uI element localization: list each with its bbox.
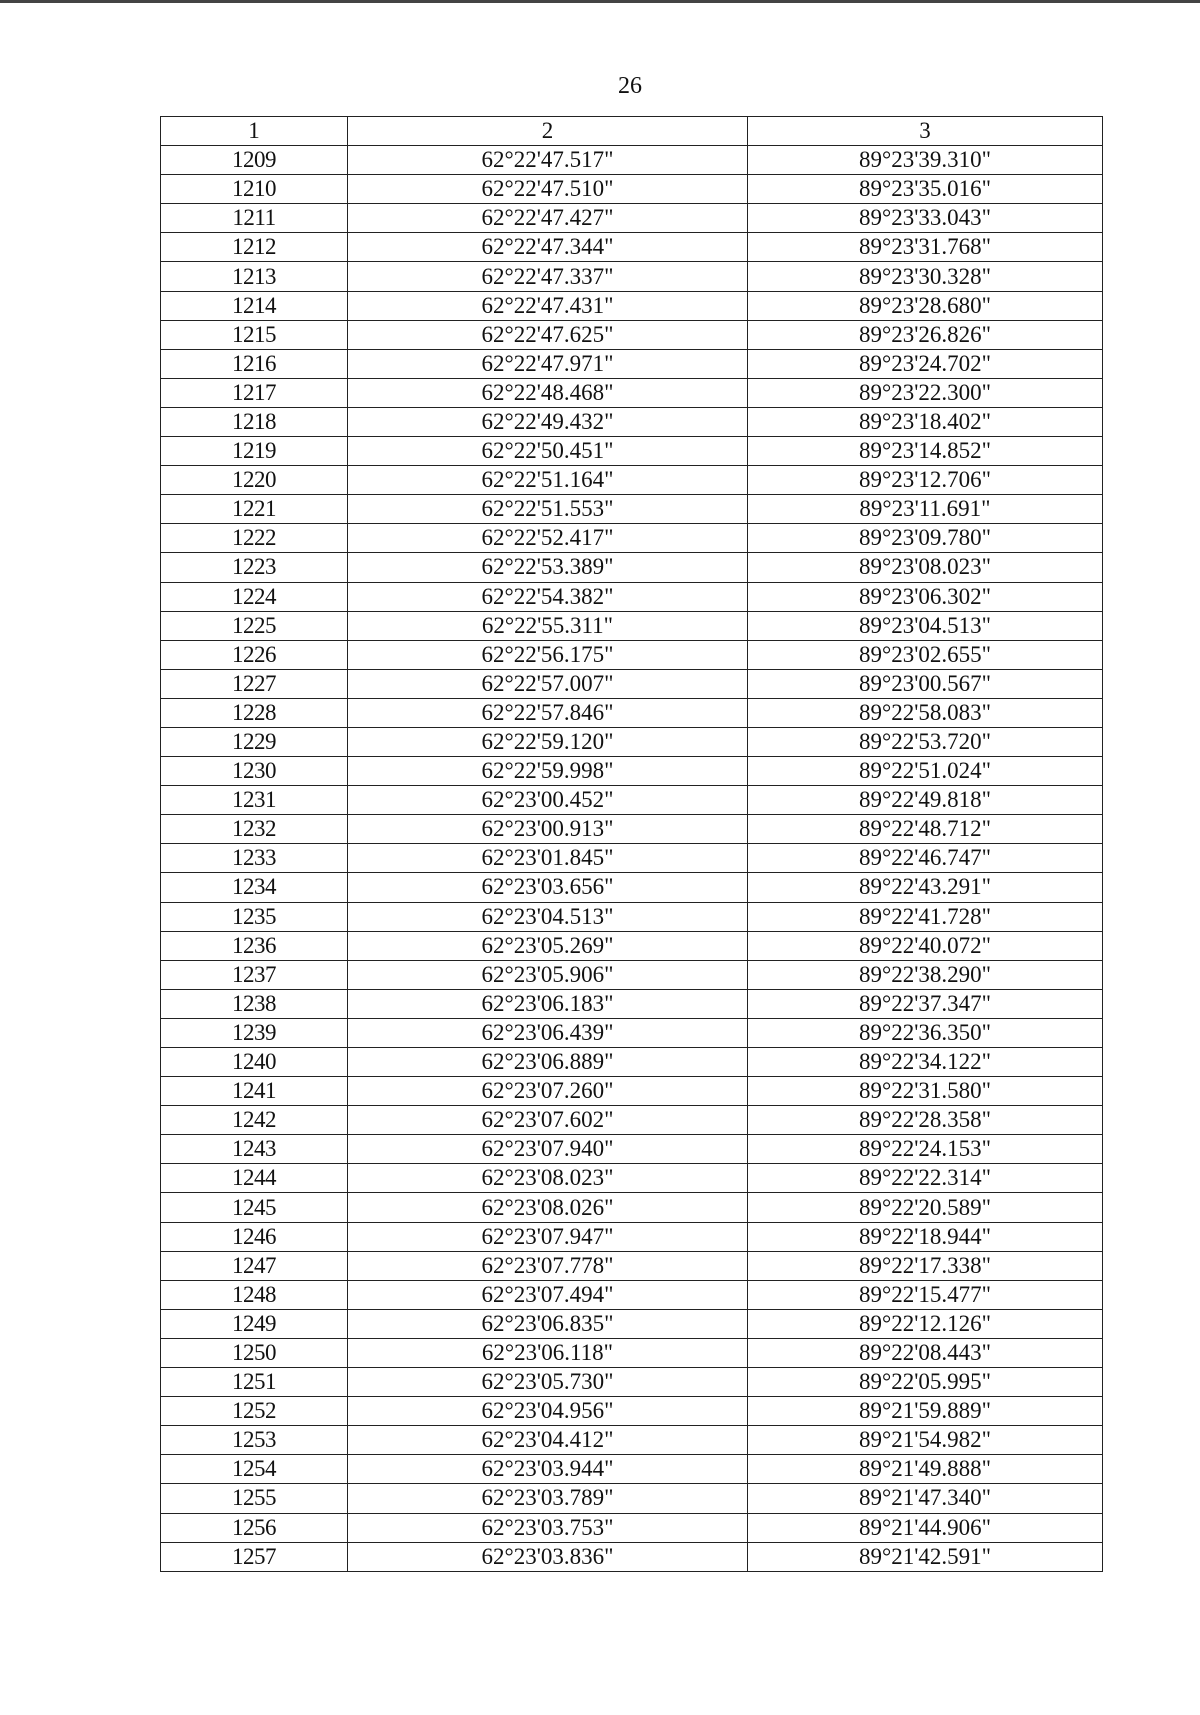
latitude-cell: 62°23'08.026" — [348, 1193, 748, 1222]
point-number-cell: 1210 — [161, 175, 348, 204]
point-number-cell: 1239 — [161, 1018, 348, 1047]
table-row — [161, 873, 1103, 902]
table-row — [161, 320, 1103, 349]
longitude-cell: 89°22'36.350" — [748, 1018, 1103, 1047]
longitude-cell: 89°22'46.747" — [748, 844, 1103, 873]
longitude-cell: 89°23'31.768" — [748, 233, 1103, 262]
table-row — [161, 757, 1103, 786]
point-number-cell: 1237 — [161, 960, 348, 989]
longitude-cell: 89°23'04.513" — [748, 611, 1103, 640]
page-top-edge — [0, 0, 1200, 3]
column-header-3: 3 — [748, 117, 1103, 146]
longitude-cell: 89°22'17.338" — [748, 1251, 1103, 1280]
point-number-cell: 1209 — [161, 146, 348, 175]
longitude-cell: 89°22'43.291" — [748, 873, 1103, 902]
point-number-cell: 1224 — [161, 582, 348, 611]
table-row — [161, 1309, 1103, 1338]
longitude-cell: 89°22'48.712" — [748, 815, 1103, 844]
table-row — [161, 407, 1103, 436]
point-number-cell: 1252 — [161, 1397, 348, 1426]
longitude-cell: 89°22'22.314" — [748, 1164, 1103, 1193]
latitude-cell: 62°23'04.513" — [348, 902, 748, 931]
longitude-cell: 89°23'14.852" — [748, 437, 1103, 466]
longitude-cell: 89°22'38.290" — [748, 960, 1103, 989]
point-number-cell: 1217 — [161, 378, 348, 407]
longitude-cell: 89°23'24.702" — [748, 349, 1103, 378]
latitude-cell: 62°23'05.730" — [348, 1368, 748, 1397]
latitude-cell: 62°22'48.468" — [348, 378, 748, 407]
table-row — [161, 931, 1103, 960]
latitude-cell: 62°23'03.753" — [348, 1513, 748, 1542]
latitude-cell: 62°23'03.789" — [348, 1484, 748, 1513]
point-number-cell: 1245 — [161, 1193, 348, 1222]
longitude-cell: 89°23'12.706" — [748, 466, 1103, 495]
longitude-cell: 89°23'08.023" — [748, 553, 1103, 582]
point-number-cell: 1257 — [161, 1542, 348, 1571]
latitude-cell: 62°22'49.432" — [348, 407, 748, 436]
table-row — [161, 1222, 1103, 1251]
latitude-cell: 62°23'03.836" — [348, 1542, 748, 1571]
table-row — [161, 349, 1103, 378]
latitude-cell: 62°22'52.417" — [348, 524, 748, 553]
latitude-cell: 62°22'54.382" — [348, 582, 748, 611]
point-number-cell: 1248 — [161, 1280, 348, 1309]
point-number-cell: 1226 — [161, 640, 348, 669]
longitude-cell: 89°21'44.906" — [748, 1513, 1103, 1542]
table-row — [161, 437, 1103, 466]
table-row — [161, 669, 1103, 698]
point-number-cell: 1236 — [161, 931, 348, 960]
latitude-cell: 62°22'51.164" — [348, 466, 748, 495]
point-number-cell: 1233 — [161, 844, 348, 873]
table-row — [161, 698, 1103, 727]
point-number-cell: 1254 — [161, 1455, 348, 1484]
table-row — [161, 1077, 1103, 1106]
point-number-cell: 1251 — [161, 1368, 348, 1397]
table-row — [161, 291, 1103, 320]
latitude-cell: 62°23'07.494" — [348, 1280, 748, 1309]
table-row — [161, 1455, 1103, 1484]
point-number-cell: 1256 — [161, 1513, 348, 1542]
latitude-cell: 62°23'07.260" — [348, 1077, 748, 1106]
table-row — [161, 495, 1103, 524]
point-number-cell: 1214 — [161, 291, 348, 320]
point-number-cell: 1250 — [161, 1338, 348, 1367]
latitude-cell: 62°23'07.778" — [348, 1251, 748, 1280]
table-row — [161, 553, 1103, 582]
table-row — [161, 1338, 1103, 1367]
table-body — [161, 146, 1103, 1572]
latitude-cell: 62°22'47.517" — [348, 146, 748, 175]
longitude-cell: 89°21'47.340" — [748, 1484, 1103, 1513]
longitude-cell: 89°21'42.591" — [748, 1542, 1103, 1571]
latitude-cell: 62°22'47.337" — [348, 262, 748, 291]
latitude-cell: 62°22'47.971" — [348, 349, 748, 378]
point-number-cell: 1231 — [161, 786, 348, 815]
point-number-cell: 1235 — [161, 902, 348, 931]
table-row — [161, 204, 1103, 233]
point-number-cell: 1211 — [161, 204, 348, 233]
longitude-cell: 89°23'06.302" — [748, 582, 1103, 611]
latitude-cell: 62°22'57.846" — [348, 698, 748, 727]
point-number-cell: 1243 — [161, 1135, 348, 1164]
table-row — [161, 815, 1103, 844]
latitude-cell: 62°23'00.452" — [348, 786, 748, 815]
longitude-cell: 89°22'24.153" — [748, 1135, 1103, 1164]
table-row — [161, 1368, 1103, 1397]
table-row — [161, 960, 1103, 989]
column-header-1: 1 — [161, 117, 348, 146]
latitude-cell: 62°23'06.439" — [348, 1018, 748, 1047]
table-row — [161, 611, 1103, 640]
table-row — [161, 844, 1103, 873]
point-number-cell: 1230 — [161, 757, 348, 786]
longitude-cell: 89°21'59.889" — [748, 1397, 1103, 1426]
table-row — [161, 989, 1103, 1018]
latitude-cell: 62°23'06.835" — [348, 1309, 748, 1338]
table-row — [161, 466, 1103, 495]
point-number-cell: 1212 — [161, 233, 348, 262]
longitude-cell: 89°23'09.780" — [748, 524, 1103, 553]
longitude-cell: 89°22'58.083" — [748, 698, 1103, 727]
longitude-cell: 89°22'51.024" — [748, 757, 1103, 786]
point-number-cell: 1249 — [161, 1309, 348, 1338]
latitude-cell: 62°23'04.412" — [348, 1426, 748, 1455]
table-row — [161, 1135, 1103, 1164]
longitude-cell: 89°23'26.826" — [748, 320, 1103, 349]
coordinates-table — [160, 116, 1103, 1572]
latitude-cell: 62°22'59.998" — [348, 757, 748, 786]
longitude-cell: 89°22'18.944" — [748, 1222, 1103, 1251]
point-number-cell: 1247 — [161, 1251, 348, 1280]
point-number-cell: 1242 — [161, 1106, 348, 1135]
table-row — [161, 233, 1103, 262]
point-number-cell: 1255 — [161, 1484, 348, 1513]
longitude-cell: 89°22'34.122" — [748, 1048, 1103, 1077]
latitude-cell: 62°23'07.940" — [348, 1135, 748, 1164]
longitude-cell: 89°22'53.720" — [748, 727, 1103, 756]
latitude-cell: 62°22'47.431" — [348, 291, 748, 320]
latitude-cell: 62°22'47.427" — [348, 204, 748, 233]
table-row — [161, 1193, 1103, 1222]
point-number-cell: 1253 — [161, 1426, 348, 1455]
table-row — [161, 727, 1103, 756]
point-number-cell: 1238 — [161, 989, 348, 1018]
table-row — [161, 524, 1103, 553]
latitude-cell: 62°22'47.344" — [348, 233, 748, 262]
point-number-cell: 1246 — [161, 1222, 348, 1251]
column-header-2: 2 — [348, 117, 748, 146]
longitude-cell: 89°23'18.402" — [748, 407, 1103, 436]
latitude-cell: 62°22'47.510" — [348, 175, 748, 204]
latitude-cell: 62°23'01.845" — [348, 844, 748, 873]
point-number-cell: 1227 — [161, 669, 348, 698]
point-number-cell: 1223 — [161, 553, 348, 582]
longitude-cell: 89°23'22.300" — [748, 378, 1103, 407]
latitude-cell: 62°23'05.906" — [348, 960, 748, 989]
latitude-cell: 62°22'59.120" — [348, 727, 748, 756]
longitude-cell: 89°23'30.328" — [748, 262, 1103, 291]
table-row — [161, 1164, 1103, 1193]
latitude-cell: 62°23'06.889" — [348, 1048, 748, 1077]
table-row — [161, 1048, 1103, 1077]
table-row — [161, 1484, 1103, 1513]
longitude-cell: 89°23'11.691" — [748, 495, 1103, 524]
latitude-cell: 62°23'03.944" — [348, 1455, 748, 1484]
latitude-cell: 62°23'06.118" — [348, 1338, 748, 1367]
latitude-cell: 62°23'03.656" — [348, 873, 748, 902]
point-number-cell: 1219 — [161, 437, 348, 466]
table-row — [161, 1106, 1103, 1135]
table-row — [161, 1018, 1103, 1047]
point-number-cell: 1229 — [161, 727, 348, 756]
table-row — [161, 175, 1103, 204]
point-number-cell: 1244 — [161, 1164, 348, 1193]
latitude-cell: 62°22'53.389" — [348, 553, 748, 582]
latitude-cell: 62°22'56.175" — [348, 640, 748, 669]
longitude-cell: 89°22'20.589" — [748, 1193, 1103, 1222]
point-number-cell: 1215 — [161, 320, 348, 349]
point-number-cell: 1221 — [161, 495, 348, 524]
table-row — [161, 640, 1103, 669]
latitude-cell: 62°23'00.913" — [348, 815, 748, 844]
point-number-cell: 1228 — [161, 698, 348, 727]
longitude-cell: 89°21'54.982" — [748, 1426, 1103, 1455]
latitude-cell: 62°23'07.947" — [348, 1222, 748, 1251]
longitude-cell: 89°23'33.043" — [748, 204, 1103, 233]
latitude-cell: 62°22'47.625" — [348, 320, 748, 349]
longitude-cell: 89°23'02.655" — [748, 640, 1103, 669]
latitude-cell: 62°22'57.007" — [348, 669, 748, 698]
longitude-cell: 89°23'28.680" — [748, 291, 1103, 320]
table-header-row — [161, 117, 1103, 146]
point-number-cell: 1213 — [161, 262, 348, 291]
page-number: 26 — [618, 73, 642, 99]
point-number-cell: 1222 — [161, 524, 348, 553]
table-row — [161, 902, 1103, 931]
longitude-cell: 89°21'49.888" — [748, 1455, 1103, 1484]
latitude-cell: 62°23'08.023" — [348, 1164, 748, 1193]
table-row — [161, 1251, 1103, 1280]
point-number-cell: 1220 — [161, 466, 348, 495]
latitude-cell: 62°23'06.183" — [348, 989, 748, 1018]
table-row — [161, 1513, 1103, 1542]
latitude-cell: 62°23'07.602" — [348, 1106, 748, 1135]
longitude-cell: 89°22'41.728" — [748, 902, 1103, 931]
table-row — [161, 146, 1103, 175]
point-number-cell: 1241 — [161, 1077, 348, 1106]
point-number-cell: 1240 — [161, 1048, 348, 1077]
table-row — [161, 262, 1103, 291]
longitude-cell: 89°22'49.818" — [748, 786, 1103, 815]
table-row — [161, 378, 1103, 407]
point-number-cell: 1218 — [161, 407, 348, 436]
longitude-cell: 89°22'05.995" — [748, 1368, 1103, 1397]
longitude-cell: 89°23'00.567" — [748, 669, 1103, 698]
table-row — [161, 1397, 1103, 1426]
longitude-cell: 89°22'31.580" — [748, 1077, 1103, 1106]
longitude-cell: 89°22'15.477" — [748, 1280, 1103, 1309]
table-row — [161, 786, 1103, 815]
longitude-cell: 89°23'39.310" — [748, 146, 1103, 175]
point-number-cell: 1225 — [161, 611, 348, 640]
latitude-cell: 62°22'51.553" — [348, 495, 748, 524]
point-number-cell: 1232 — [161, 815, 348, 844]
table-row — [161, 1426, 1103, 1455]
point-number-cell: 1216 — [161, 349, 348, 378]
latitude-cell: 62°23'04.956" — [348, 1397, 748, 1426]
longitude-cell: 89°22'37.347" — [748, 989, 1103, 1018]
latitude-cell: 62°23'05.269" — [348, 931, 748, 960]
longitude-cell: 89°23'35.016" — [748, 175, 1103, 204]
longitude-cell: 89°22'08.443" — [748, 1338, 1103, 1367]
point-number-cell: 1234 — [161, 873, 348, 902]
longitude-cell: 89°22'40.072" — [748, 931, 1103, 960]
table-row — [161, 582, 1103, 611]
table-row — [161, 1542, 1103, 1571]
latitude-cell: 62°22'55.311" — [348, 611, 748, 640]
latitude-cell: 62°22'50.451" — [348, 437, 748, 466]
longitude-cell: 89°22'12.126" — [748, 1309, 1103, 1338]
table-row — [161, 1280, 1103, 1309]
longitude-cell: 89°22'28.358" — [748, 1106, 1103, 1135]
